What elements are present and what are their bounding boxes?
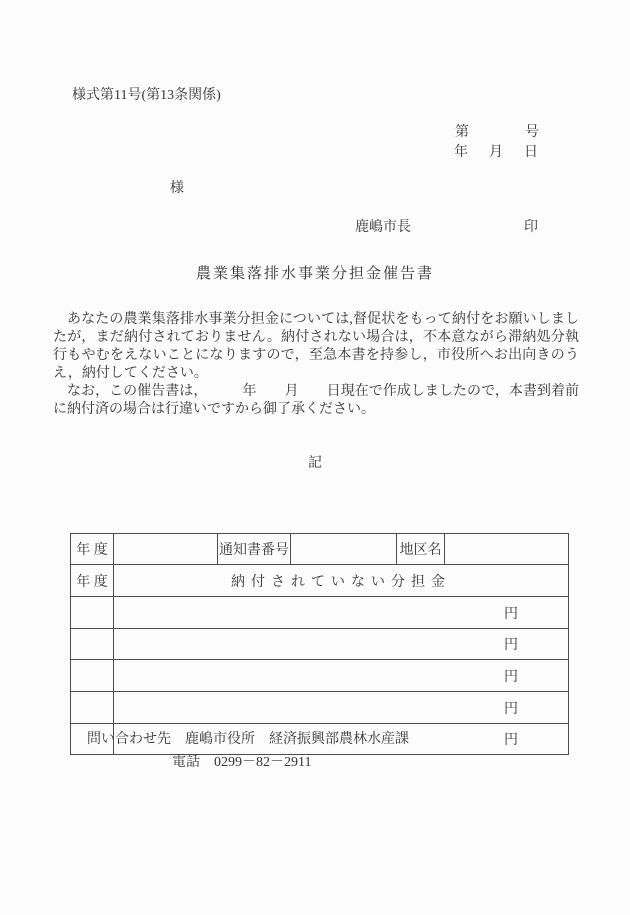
amount-year-cell	[71, 597, 114, 629]
amount-yen-cell: 円	[114, 660, 569, 692]
amount-row	[71, 597, 569, 629]
amount-yen-cell: 円	[114, 692, 569, 724]
body-paragraph-1: あなたの農業集落排水事業分担金については,督促状をもって納付をお願いしましたが，まだ納付されておりません。納付されない場合は，不本意ながら滞納処分執行もやむをえないことになりますので，至急本書を持参し，市役所へお出向きのうえ，納付してください。	[53, 312, 579, 381]
doc-number-line	[455, 121, 539, 141]
seal-placeholder: 印	[524, 220, 538, 235]
district-label-cell: 地区名	[397, 534, 445, 565]
form-number: 様式第11号(第13条関係)	[72, 88, 221, 103]
date-year-label: 年	[454, 145, 468, 160]
amount-row	[71, 629, 569, 660]
amount-yen-cell: 円	[114, 629, 569, 660]
date-month-label: 月	[489, 145, 503, 160]
table-header-row	[71, 534, 569, 565]
doc-number-suffix: 号	[525, 125, 539, 140]
phone-number: 電話 0299－82－2911	[172, 755, 312, 770]
date-day-label: 日	[524, 145, 538, 160]
addressee-honorific: 様	[170, 181, 184, 196]
document-title: 農業集落排水事業分担金催告書	[195, 266, 434, 282]
district-value-cell	[445, 534, 569, 565]
contact-info: 問い合わせ先 鹿嶋市役所 経済振興部農林水産課	[87, 732, 409, 747]
amount-yen-cell: 円	[114, 724, 569, 755]
fee-table	[70, 533, 569, 755]
date-line	[454, 141, 538, 161]
amount-row	[71, 660, 569, 692]
unpaid-header-row	[71, 565, 569, 597]
body-paragraph-2: なお，この催告書は， 年 月 日現在で作成しましたので，本書到着前に納付済の場合は行違いですから御了承ください。	[53, 384, 579, 417]
amount-year-cell	[71, 692, 114, 724]
amount-yen-cell: 円	[114, 597, 569, 629]
unpaid-column-header-cell: 納付されていない分担金	[114, 565, 569, 597]
year-column-header-cell: 年 度	[71, 565, 114, 597]
year-label-cell: 年 度	[71, 534, 114, 565]
ki-heading: 記	[308, 456, 322, 471]
notice-no-label-cell: 通知書番号	[218, 534, 291, 565]
body-text	[53, 311, 579, 419]
doc-number-prefix: 第	[455, 125, 469, 140]
amount-year-cell	[71, 660, 114, 692]
amount-row	[71, 692, 569, 724]
notice-no-value-cell	[291, 534, 397, 565]
sender-title: 鹿嶋市長	[355, 220, 411, 235]
year-value-cell	[114, 534, 218, 565]
amount-year-cell	[71, 629, 114, 660]
